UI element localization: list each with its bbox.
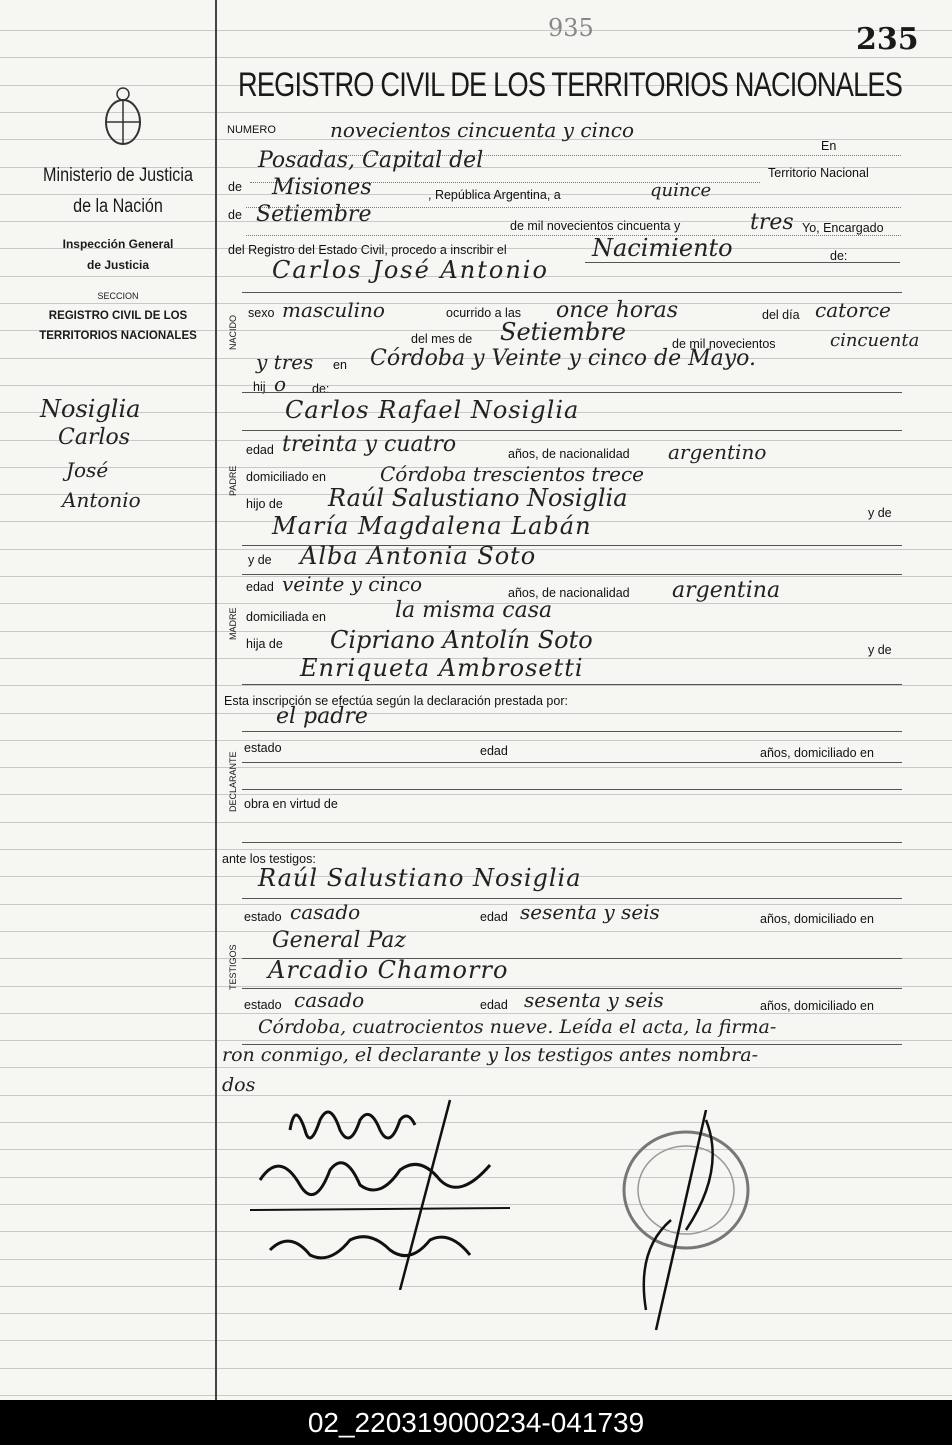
field-sexo: masculino — [282, 298, 385, 322]
field-nombre: Carlos José Antonio — [272, 256, 549, 284]
ministry-line1: Ministerio de Justicia — [43, 165, 193, 186]
field-testigo2-dom: Córdoba, cuatrocientos nueve. Leída el acta, la firma- — [258, 1016, 777, 1038]
section-line2: TERRITORIOS NACIONALES — [39, 330, 197, 342]
label-anos-dom-testigo1: años, domiciliado en — [760, 912, 874, 926]
label-y-de2: y de — [248, 553, 272, 567]
label-ocurrido: ocurrido a las — [446, 306, 522, 320]
field-padre-y-de: María Magdalena Labán — [272, 512, 592, 540]
margin-note-line2: Carlos — [58, 425, 131, 450]
section-madre-label: MADRE — [228, 607, 238, 640]
closing-line3: dos — [222, 1074, 256, 1096]
field-padre-edad: treinta y cuatro — [282, 432, 457, 457]
field-acto: Nacimiento — [592, 234, 733, 262]
section-testigos-label: TESTIGOS — [228, 944, 238, 990]
field-madre-nac: argentina — [672, 578, 781, 603]
margin-note-line4: Antonio — [62, 488, 141, 512]
field-territorio: Misiones — [272, 175, 372, 200]
field-mes: Setiembre — [256, 202, 372, 227]
label-estado-declarante: estado — [244, 741, 282, 755]
label-territorio: Territorio Nacional — [768, 166, 869, 180]
field-anio-nac-b: y tres — [256, 350, 314, 374]
field-testigo2-nombre: Arcadio Chamorro — [268, 956, 509, 984]
field-testigo1-dom: General Paz — [272, 928, 406, 953]
label-de: de — [228, 180, 242, 194]
label-de2: de: — [312, 382, 330, 396]
label-hij: hij — [253, 380, 266, 394]
label-de-mes: de — [228, 208, 242, 222]
label-edad-padre: edad — [246, 443, 274, 457]
label-en2: en — [333, 358, 347, 372]
section-line1: REGISTRO CIVIL DE LOS — [48, 310, 188, 322]
page-number: 235 — [856, 22, 919, 57]
coat-of-arms-icon — [98, 86, 148, 148]
field-declarante: el padre — [276, 704, 368, 729]
page-title: REGISTRO CIVIL DE LOS TERRITORIOS NACIONALES — [238, 66, 903, 104]
field-testigo1-nombre: Raúl Salustiano Nosiglia — [258, 864, 582, 892]
label-numero: NUMERO — [227, 124, 276, 136]
label-anos-nac-padre: años, de nacionalidad — [508, 447, 630, 461]
field-dia: quince — [650, 180, 712, 201]
label-hija-de: hija de — [246, 637, 283, 651]
field-hij-suffix: o — [274, 372, 287, 396]
field-lugar: Posadas, Capital del — [258, 148, 484, 173]
label-y-de-madre: y de — [868, 643, 892, 657]
field-anio: tres — [750, 210, 794, 235]
label-edad-testigo2: edad — [480, 998, 508, 1012]
field-madre-hija-de: Cipriano Antolín Soto — [330, 626, 593, 654]
field-testigo2-edad: sesenta y seis — [524, 988, 664, 1012]
label-edad-madre: edad — [246, 580, 274, 594]
field-mes-nac: Setiembre — [500, 318, 626, 346]
ministry-line2: de la Nación — [73, 196, 163, 217]
signatures — [250, 1090, 550, 1290]
section-padre-label: PADRE — [228, 465, 238, 496]
label-domiciliada: domiciliada en — [246, 610, 326, 624]
margin-note-line1: Nosiglia — [40, 395, 141, 423]
section-declarante-label: DECLARANTE — [228, 751, 238, 812]
label-de-colon: de: — [830, 249, 848, 263]
section-label: SECCION — [97, 291, 139, 301]
inspection-line2: de Justicia — [86, 258, 150, 272]
footer-id: 02_220319000234-041739 — [0, 1400, 952, 1445]
section-nacido-label: NACIDO — [228, 314, 238, 350]
label-republica: , República Argentina, a — [428, 188, 561, 202]
field-anio-nac-a: cincuenta — [830, 330, 920, 351]
label-edad-testigo1: edad — [480, 910, 508, 924]
field-testigo1-edad: sesenta y seis — [520, 900, 660, 924]
label-sexo: sexo — [248, 306, 275, 320]
label-anos-dom-testigo2: años, domiciliado en — [760, 999, 874, 1013]
field-dia-nac: catorce — [815, 298, 891, 322]
label-anos-dom-declarante: años, domiciliado en — [760, 746, 874, 760]
label-yo-encargado: Yo, Encargado — [802, 221, 884, 235]
label-inscripcion: Esta inscripción se efectúa según la declaración prestada por: — [224, 694, 568, 708]
field-padre-hijo-de: Raúl Salustiano Nosiglia — [328, 484, 628, 512]
label-domiciliado-padre: domiciliado en — [246, 470, 326, 484]
label-del-dia: del día — [762, 308, 800, 322]
label-ante: ante los testigos: — [222, 852, 316, 866]
label-estado-testigo2: estado — [244, 998, 282, 1012]
official-seal-and-signature — [596, 1110, 756, 1340]
label-hijo-de: hijo de — [246, 497, 283, 511]
field-numero: novecientos cincuenta y cinco — [330, 118, 635, 142]
label-en: En — [821, 139, 837, 153]
margin-note-line3: José — [66, 458, 109, 482]
label-del-mes: del mes de — [411, 332, 473, 346]
label-de-mil: de mil novecientos cincuenta y — [510, 219, 681, 233]
inspection-line1: Inspección General — [62, 237, 174, 251]
field-madre-y-de: Enriqueta Ambrosetti — [300, 654, 584, 682]
field-madre-nombre: Alba Antonia Soto — [300, 542, 537, 570]
field-testigo1-estado: casado — [290, 900, 361, 924]
field-padre-dom: Córdoba trescientos trece — [380, 462, 645, 486]
closing-line2: ron conmigo, el declarante y los testigos antes nombra- — [222, 1044, 758, 1066]
label-obra: obra en virtud de — [244, 797, 338, 811]
record-number-pencil: 935 — [548, 14, 594, 42]
label-estado-testigo1: estado — [244, 910, 282, 924]
label-anos-nac-madre: años, de nacionalidad — [508, 586, 630, 600]
field-madre-dom: la misma casa — [395, 598, 553, 623]
field-padre-nac: argentino — [668, 440, 767, 464]
field-madre-edad: veinte y cinco — [282, 572, 423, 596]
field-testigo2-estado: casado — [294, 988, 365, 1012]
field-hora: once horas — [556, 298, 679, 323]
field-padre-nombre: Carlos Rafael Nosiglia — [285, 396, 580, 424]
label-de-mil2: de mil novecientos — [672, 337, 776, 351]
field-lugar-nac: Córdoba y Veinte y cinco de Mayo. — [370, 346, 757, 371]
label-edad-declarante: edad — [480, 744, 508, 758]
label-y-de-padre: y de — [868, 506, 892, 520]
label-del-registro: del Registro del Estado Civil, procedo a inscribir el — [228, 243, 507, 257]
